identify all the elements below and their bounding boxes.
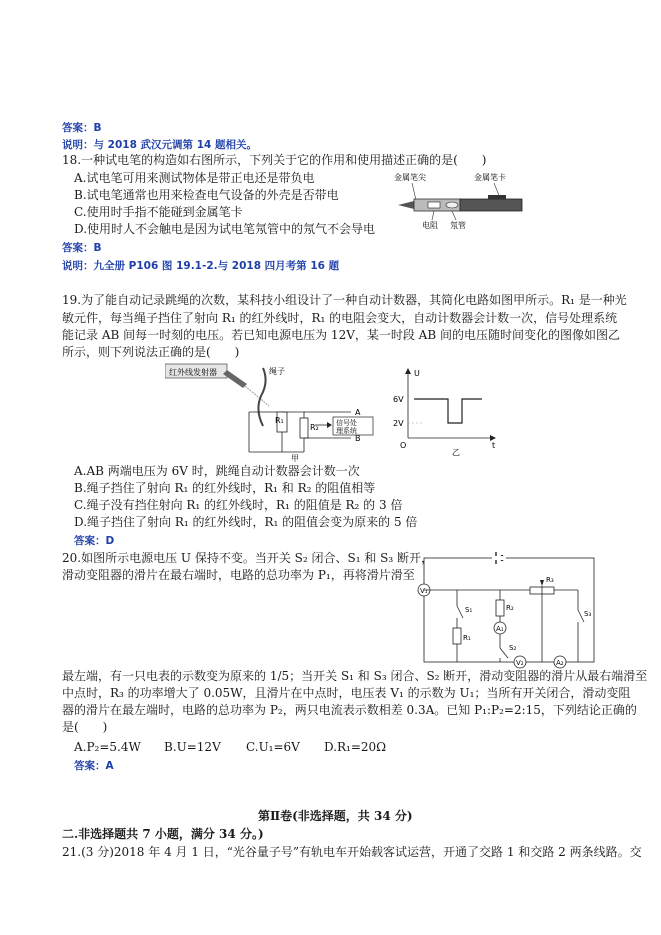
label-s3: S₃ <box>584 610 592 618</box>
q20-option-c: C.U₁=6V <box>246 740 300 754</box>
q18-option-d: D.使用时人不会触电是因为试电笔氖管中的氖气不会导电 <box>74 222 376 236</box>
tick-2v: 2V <box>393 419 404 428</box>
pen-body-back <box>460 199 522 211</box>
q20-option-a: A.P₂=5.4W <box>74 740 141 754</box>
q20-stem-line5: 器的滑片在最左端时，电路的总功率为 P₂，两只电流表示数相差 0.3A。已知 P₁:P₂=2:15，下列结论正确的 <box>62 703 637 717</box>
label-v2: V₂ <box>516 659 524 667</box>
section-heading: 二.非选择题共 7 小题，满分 34 分。) <box>62 827 264 841</box>
switch-s1 <box>457 606 463 618</box>
q20-stem-line6: 是( ) <box>62 720 108 734</box>
q19-voltage-graph-yi <box>392 366 500 458</box>
label-signal-line2: 理系统 <box>336 427 357 435</box>
q18-note: 说明：九全册 P106 图 19.1-2.与 2018 四月考第 16 题 <box>62 260 340 272</box>
label-s2: S₂ <box>509 644 517 652</box>
q18-option-c: C.使用时手指不能碰到金属笔卡 <box>74 205 243 219</box>
resistor-shape <box>428 202 440 208</box>
label-yi: 乙 <box>452 448 460 457</box>
q18-stem: 18.一种试电笔的构造如右图所示，下列关于它的作用和使用描述正确的是( ) <box>62 153 487 167</box>
q19-option-a: A.AB 两端电压为 6V 时，跳绳自动计数器会计数一次 <box>74 464 360 478</box>
q20-circuit-figure <box>412 550 602 670</box>
axis-u: U <box>414 369 420 378</box>
tick-6v: 6V <box>393 395 404 404</box>
label-metal-tip: 金属笔尖 <box>394 173 426 182</box>
r1-resistor <box>453 628 461 644</box>
neon-tube-shape <box>446 202 458 208</box>
r2-resistor <box>496 600 504 616</box>
switch-s2 <box>500 648 508 658</box>
q20-answer: 答案：A <box>74 760 114 772</box>
test-pen-figure <box>390 168 540 230</box>
q20-stem-line3: 最左端，有一只电表的示数变为原来的 1/5；当开关 S₁ 和 S₃ 闭合、S₂ 断开，滑动变阻器的滑片从最右端滑至 <box>62 669 648 683</box>
q20-stem-line1: 20.如图所示电源电压 U 保持不变。当开关 S₂ 闭合、S₁ 和 S₃ 断开， <box>62 551 433 565</box>
part2-title: 第Ⅱ卷(非选择题，共 34 分) <box>258 809 413 823</box>
pen-clip-shape <box>488 195 506 199</box>
q18-option-a: A.试电笔可用来测试物体是带正电还是带负电 <box>74 171 315 185</box>
emitter-head <box>223 370 247 388</box>
label-signal-line1: 信号处 <box>336 419 357 427</box>
axis-t: t <box>492 441 496 450</box>
label-jia: 甲 <box>291 454 299 462</box>
label-metal-clip: 金属笔卡 <box>474 173 506 182</box>
q19-option-d: D.绳子挡住了射向 R₁ 的红外线时，R₁ 的阻值会变为原来的 5 倍 <box>74 515 418 529</box>
q17-note: 说明：与 2018 武汉元调第 14 题相关。 <box>62 139 257 151</box>
q20-option-b: B.U=12V <box>164 740 221 754</box>
q21-stem: 21.(3 分)2018 年 4 月 1 日，“光谷量子号”有轨电车开始载客试运营，开通了交路 1 和交路 2 两条线路。交 <box>62 845 642 859</box>
q20-stem-line4: 中点时，R₃ 的功率增大了 0.05W，且滑片在中点时，电压表 V₁ 的示数为 U₁；当所有开关闭合，滑动变阻 <box>62 686 631 700</box>
rheostat-slider <box>540 580 544 586</box>
label-emitter: 红外线发射器 <box>169 368 217 377</box>
rope-shape <box>258 368 265 426</box>
q17-answer: 答案：B <box>62 122 102 134</box>
voltage-curve <box>414 399 482 423</box>
q19-option-b: B.绳子挡住了射向 R₁ 的红外线时，R₁ 和 R₂ 的阻值相等 <box>74 481 376 495</box>
q19-circuit-figure-jia <box>165 362 375 462</box>
label-s1: S₁ <box>465 606 473 614</box>
label-a: A <box>355 408 361 417</box>
q19-stem-line2: 敏元件，每当绳子挡住了射向 R₁ 的红外线时，R₁ 的电阻会变大，自动计数器会计数一次，信号处理系统 <box>62 311 618 325</box>
q19-answer: 答案：D <box>74 535 115 547</box>
label-r3: R₃ <box>546 576 554 584</box>
q20-stem-line2: 滑动变阻器的滑片在最右端时，电路的总功率为 P₁，再将滑片滑至 <box>62 568 415 582</box>
q18-answer: 答案：B <box>62 242 102 254</box>
label-a1: A₁ <box>496 625 504 633</box>
label-r1: R₁ <box>463 634 471 642</box>
label-r1: R₁ <box>275 416 284 425</box>
label-r2: R₂ <box>506 604 514 612</box>
q20-option-d: D.R₁=20Ω <box>324 740 387 754</box>
q19-stem-line1: 19.为了能自动记录跳绳的次数，某科技小组设计了一种自动计数器，其简化电路如图甲所示。R₁ 是一种光 <box>62 293 627 307</box>
q19-stem-line4: 所示，则下列说法正确的是( ) <box>62 345 240 359</box>
label-a2: A₂ <box>556 659 564 667</box>
r2-resistor <box>300 418 308 438</box>
label-rope: 绳子 <box>269 367 285 376</box>
q19-stem-line3: 能记录 AB 间每一时刻的电压。若已知电源电压为 12V，某一时段 AB 间的电压随时间变化的图像如图乙 <box>62 328 620 342</box>
q19-option-c: C.绳子没有挡住射向 R₁ 的红外线时，R₁ 的阻值是 R₂ 的 3 倍 <box>74 498 403 512</box>
pen-tip-shape <box>398 201 414 209</box>
label-neon: 氖管 <box>450 221 466 230</box>
label-r2: R₂ <box>310 423 319 432</box>
label-b: B <box>355 434 361 443</box>
origin-o: O <box>400 441 407 450</box>
label-v1: V₁ <box>420 587 428 595</box>
label-resistor: 电阻 <box>422 221 438 230</box>
q18-option-b: B.试电笔通常也用来检查电气设备的外壳是否带电 <box>74 188 339 202</box>
